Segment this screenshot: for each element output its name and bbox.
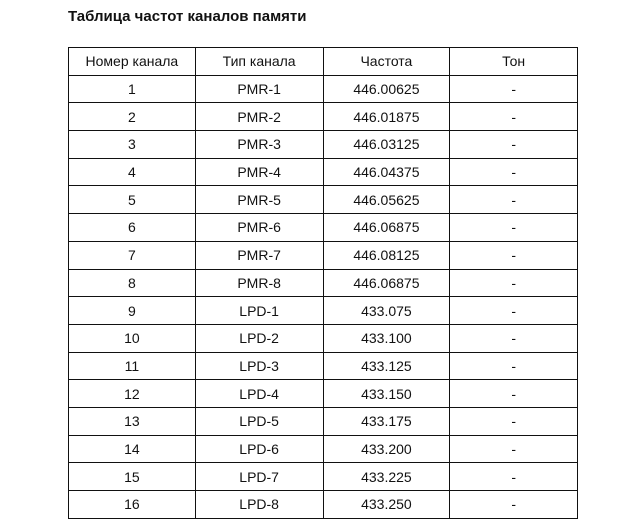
cell-frequency: 446.06875 [323, 269, 450, 297]
table-row [69, 435, 578, 463]
cell-frequency: 433.225 [323, 463, 450, 491]
table-row [69, 186, 578, 214]
channel-frequency-table [68, 47, 578, 519]
cell-frequency: 433.150 [323, 380, 450, 408]
table-row [69, 352, 578, 380]
cell-tone: - [450, 75, 578, 103]
cell-tone: - [450, 214, 578, 242]
cell-channel-number: 10 [69, 324, 196, 352]
cell-channel-number: 8 [69, 269, 196, 297]
cell-channel-number: 16 [69, 491, 196, 519]
cell-channel-type: PMR-8 [195, 269, 323, 297]
table-row [69, 324, 578, 352]
cell-frequency: 446.04375 [323, 158, 450, 186]
cell-channel-type: LPD-6 [195, 435, 323, 463]
cell-frequency: 446.06875 [323, 214, 450, 242]
cell-tone: - [450, 435, 578, 463]
cell-tone: - [450, 463, 578, 491]
header-channel-number: Номер канала [69, 48, 196, 76]
table-row [69, 297, 578, 325]
table-row [69, 103, 578, 131]
cell-channel-type: PMR-4 [195, 158, 323, 186]
cell-frequency: 433.200 [323, 435, 450, 463]
table-row [69, 407, 578, 435]
table-row [69, 158, 578, 186]
cell-channel-number: 4 [69, 158, 196, 186]
cell-frequency: 433.100 [323, 324, 450, 352]
cell-tone: - [450, 491, 578, 519]
cell-frequency: 446.03125 [323, 131, 450, 159]
cell-tone: - [450, 186, 578, 214]
cell-channel-type: LPD-5 [195, 407, 323, 435]
cell-tone: - [450, 407, 578, 435]
table-row [69, 214, 578, 242]
cell-channel-number: 12 [69, 380, 196, 408]
cell-channel-number: 6 [69, 214, 196, 242]
table-row [69, 380, 578, 408]
cell-channel-type: PMR-1 [195, 75, 323, 103]
header-channel-type: Тип канала [195, 48, 323, 76]
cell-tone: - [450, 158, 578, 186]
cell-channel-type: LPD-3 [195, 352, 323, 380]
cell-channel-number: 14 [69, 435, 196, 463]
cell-tone: - [450, 297, 578, 325]
cell-channel-number: 5 [69, 186, 196, 214]
cell-tone: - [450, 241, 578, 269]
table-row [69, 241, 578, 269]
cell-tone: - [450, 352, 578, 380]
cell-channel-type: LPD-8 [195, 491, 323, 519]
cell-tone: - [450, 131, 578, 159]
cell-channel-number: 13 [69, 407, 196, 435]
table-row [69, 269, 578, 297]
cell-channel-type: PMR-2 [195, 103, 323, 131]
table-row [69, 75, 578, 103]
cell-frequency: 433.075 [323, 297, 450, 325]
cell-frequency: 446.00625 [323, 75, 450, 103]
header-frequency: Частота [323, 48, 450, 76]
header-tone: Тон [450, 48, 578, 76]
table-row [69, 463, 578, 491]
cell-channel-number: 15 [69, 463, 196, 491]
cell-channel-number: 9 [69, 297, 196, 325]
cell-frequency: 446.08125 [323, 241, 450, 269]
cell-tone: - [450, 324, 578, 352]
cell-tone: - [450, 269, 578, 297]
cell-channel-type: LPD-7 [195, 463, 323, 491]
cell-frequency: 433.125 [323, 352, 450, 380]
cell-frequency: 446.05625 [323, 186, 450, 214]
table-header-row [69, 48, 578, 76]
cell-channel-type: PMR-6 [195, 214, 323, 242]
cell-frequency: 446.01875 [323, 103, 450, 131]
cell-tone: - [450, 380, 578, 408]
cell-tone: - [450, 103, 578, 131]
cell-channel-number: 11 [69, 352, 196, 380]
table-row [69, 131, 578, 159]
cell-channel-type: PMR-3 [195, 131, 323, 159]
cell-channel-number: 1 [69, 75, 196, 103]
cell-frequency: 433.175 [323, 407, 450, 435]
cell-channel-type: PMR-5 [195, 186, 323, 214]
cell-frequency: 433.250 [323, 491, 450, 519]
cell-channel-type: LPD-2 [195, 324, 323, 352]
page-title: Таблица частот каналов памяти [68, 8, 307, 25]
cell-channel-type: PMR-7 [195, 241, 323, 269]
cell-channel-type: LPD-4 [195, 380, 323, 408]
cell-channel-number: 7 [69, 241, 196, 269]
cell-channel-type: LPD-1 [195, 297, 323, 325]
table-row [69, 491, 578, 519]
cell-channel-number: 2 [69, 103, 196, 131]
cell-channel-number: 3 [69, 131, 196, 159]
